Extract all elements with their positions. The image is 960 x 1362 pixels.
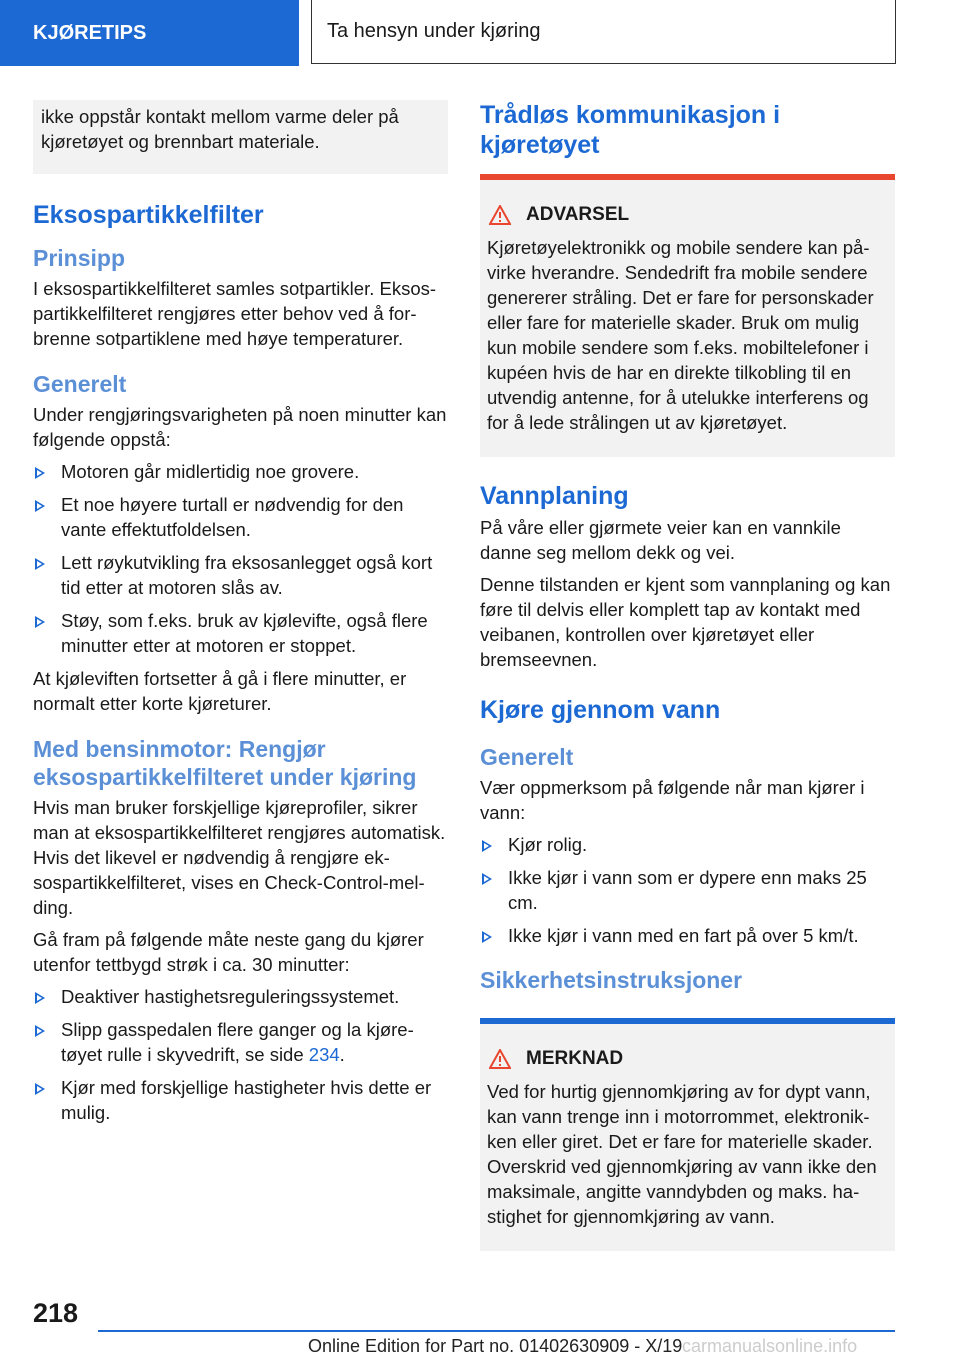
heading-generelt-vann: Generelt xyxy=(480,744,574,770)
triangle-bullet-icon xyxy=(482,840,492,852)
chapter-title: Ta hensyn under kjøring xyxy=(311,0,896,64)
heading-generelt: Generelt xyxy=(33,371,127,397)
paragraph-bensin-1: Hvis man bruker forskjellige kjøreprofiler, sikrer man at eksospartikkelfilteret rengjøres automatisk. Hvis det likevel er nødvendig å rengjøre eksospartikkelfilteret, vises en Check-Control-melding. xyxy=(33,797,446,918)
heading-tradlos: Trådløs kommunikasjon i kjøretøyet xyxy=(480,101,781,159)
paragraph-generelt-vann: Vær oppmerksom på følgende når man kjører i vann: xyxy=(480,777,865,823)
list-item: Slipp gasspedalen flere ganger og la kjøretøyet rulle i skyvedrift, se side 234. xyxy=(33,1017,448,1067)
page-number: 218 xyxy=(33,1298,79,1328)
paragraph-vann-1: På våre eller gjørmete veier kan en vannkile danne seg mellom dekk og vei. xyxy=(480,517,841,563)
note-text: Ved for hurtig gjennomkjøring av for dypt vann, kan vann trenge inn i motorrommet, elektronikken eller giret. Det er fare for materielle skader. Overskrid ved gjennomkjøring av vann ikke den maksimale, angitte vanndybden og maks. hastighet for gjennomkjøring av vann. xyxy=(487,1081,877,1227)
list-item: Støy, som f.eks. bruk av kjølevifte, også flere minutter etter at motoren er stoppet. xyxy=(33,608,448,658)
list-item: Ikke kjør i vann med en fart på over 5 km/t. xyxy=(480,923,895,948)
heading-vannplaning: Vannplaning xyxy=(480,482,629,510)
watermark: carmanualsonline.info xyxy=(682,1336,858,1356)
list-item: Ikke kjør i vann som er dypere enn maks 25 cm. xyxy=(480,865,895,915)
triangle-bullet-icon xyxy=(35,1083,45,1095)
section-tab: KJØRETIPS xyxy=(0,0,299,66)
right-column xyxy=(480,100,895,1251)
paragraph-bensin-2: Gå fram på følgende måte neste gang du kjører utenfor tettbygd strøk i ca. 30 minutter: xyxy=(33,929,424,975)
paragraph-vann-2: Denne tilstanden er kjent som vannplaning og kan føre til delvis eller komplett tap av kontakt med veibanen, kontrollen over kjøretøyet eller bremseevnen. xyxy=(480,574,891,670)
triangle-bullet-icon xyxy=(482,931,492,943)
heading-filter: Eksospartikkelfilter xyxy=(33,201,264,229)
warning-header xyxy=(487,202,885,227)
list-item: Et noe høyere turtall er nødvendig for den vante effektutfoldelsen. xyxy=(33,492,448,542)
list-item: Deaktiver hastighetsreguleringssystemet. xyxy=(33,984,448,1009)
continued-note xyxy=(33,100,448,174)
continued-note-text: ikke oppstår kontakt mellom varme deler på kjøretøyet og brennbart materiale. xyxy=(41,106,399,152)
note-header xyxy=(487,1046,885,1071)
triangle-bullet-icon xyxy=(35,467,45,479)
left-column xyxy=(33,100,448,1133)
list-item: Motoren går midlertidig noe grovere. xyxy=(33,459,448,484)
page-link[interactable]: 234 xyxy=(308,1044,340,1065)
triangle-bullet-icon xyxy=(35,616,45,628)
list-item: Lett røykutvikling fra eksosanlegget også kort tid etter at motoren slås av. xyxy=(33,550,448,600)
warning-triangle-icon xyxy=(489,205,511,225)
list-item: Kjør rolig. xyxy=(480,832,895,857)
footer-divider xyxy=(98,1330,895,1332)
heading-sikkerhet: Sikkerhetsinstruksjoner xyxy=(480,967,743,993)
paragraph-kjolevifte: At kjøleviften fortsetter å gå i flere minutter, er normalt etter korte kjøreturer. xyxy=(33,668,407,714)
note-title: MERKNAD xyxy=(526,1048,624,1069)
note-box xyxy=(480,1018,895,1251)
triangle-bullet-icon xyxy=(35,992,45,1004)
triangle-bullet-icon xyxy=(35,558,45,570)
triangle-bullet-icon xyxy=(35,1025,45,1037)
list-item: Kjør med forskjellige hastigheter hvis dette er mulig. xyxy=(33,1075,448,1125)
page-header xyxy=(0,0,960,66)
warning-triangle-icon xyxy=(489,1049,511,1069)
heading-kjore-vann: Kjøre gjennom vann xyxy=(480,696,721,724)
list-water xyxy=(480,832,895,948)
heading-prinsipp: Prinsipp xyxy=(33,245,126,271)
list-steps xyxy=(33,984,448,1125)
triangle-bullet-icon xyxy=(482,873,492,885)
paragraph-generelt: Under rengjøringsvarigheten på noen minutter kan følgende oppstå: xyxy=(33,404,447,450)
warning-text: Kjøretøyelektronikk og mobile sendere kan påvirke hverandre. Sendedrift fra mobile sendere genererer stråling. Det er fare for personskader eller fare for materielle skader. Bruk om mulig kun mobile sendere som f.eks. mobiltelefoner i kupéen hvis de har en direkte tilkobling til en utvendig antenne, for å utelukke interferens og for å lede strålingen ut av kjøretøyet. xyxy=(487,237,874,433)
paragraph-prinsipp: I eksospartikkelfilteret samles sotpartikler. Eksospartikkelfilteret rengjøres etter behov ved å forbrenne sotpartiklene med høye temperaturer. xyxy=(33,278,437,349)
triangle-bullet-icon xyxy=(35,500,45,512)
warning-box xyxy=(480,174,895,457)
heading-bensinmotor: Med bensinmotor: Rengjør eksospartikkelfilteret under kjøring xyxy=(33,736,417,790)
list-effects xyxy=(33,459,448,658)
edition-text: Online Edition for Part no. 01402630909 - X/19 xyxy=(308,1336,683,1356)
warning-title: ADVARSEL xyxy=(526,204,630,225)
